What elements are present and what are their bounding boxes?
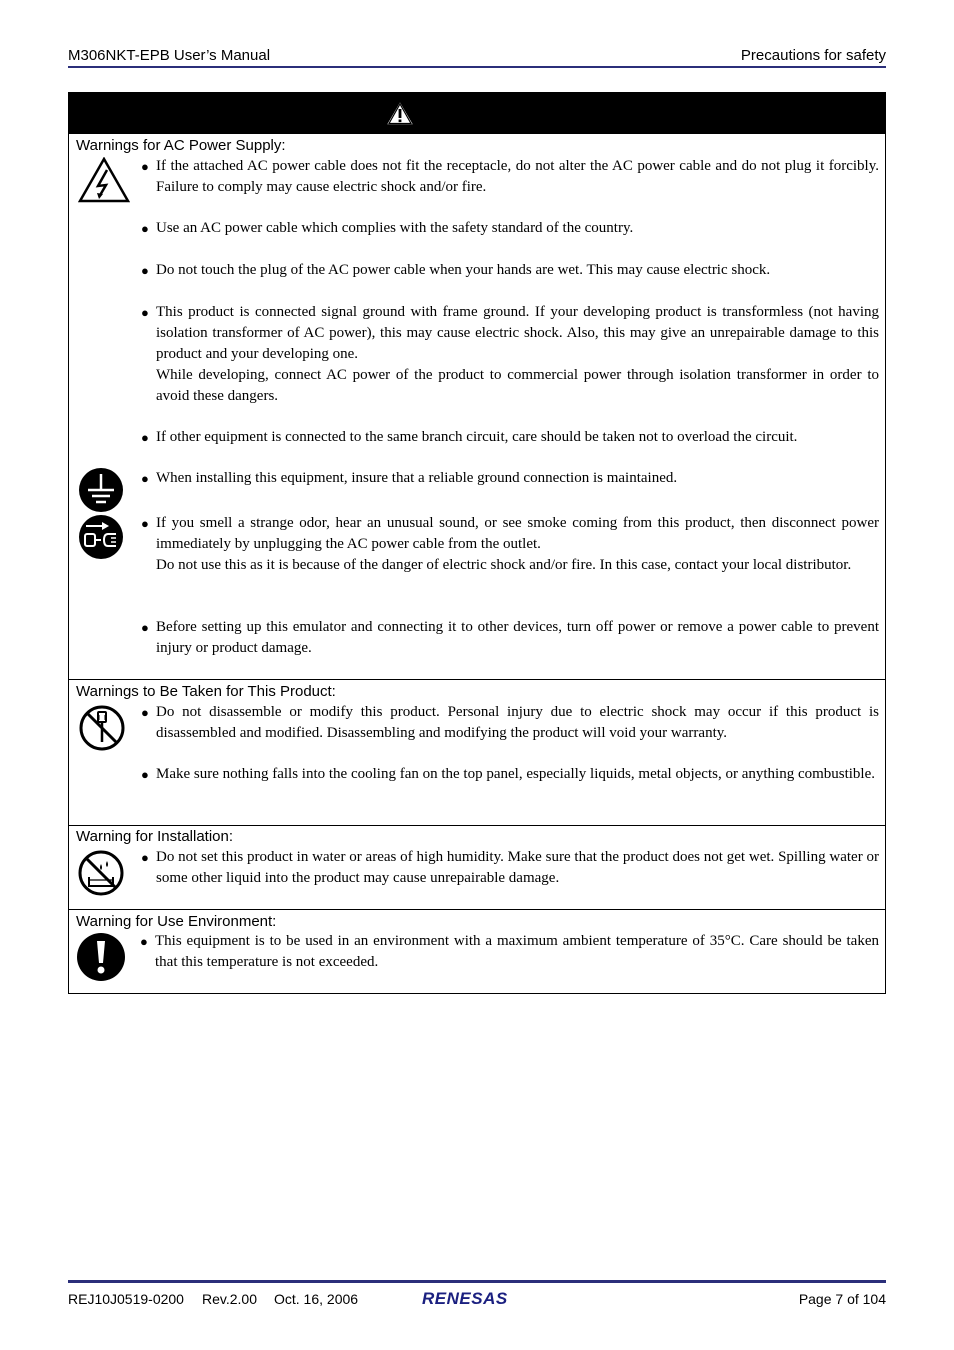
warning-box	[68, 92, 886, 994]
section-title-ac: Warnings for AC Power Supply:	[76, 137, 286, 154]
ground-icon	[78, 467, 124, 513]
footer-page-number: Page 7 of 104	[798, 1291, 886, 1307]
section-installation	[69, 825, 885, 910]
header-rule	[68, 66, 886, 68]
footer-rule	[68, 1280, 886, 1283]
manual-title: M306NKT-EPB User’s Manual	[68, 47, 271, 64]
warning-triangle-icon	[384, 99, 416, 127]
page-header	[68, 47, 886, 66]
unplug-icon	[78, 514, 124, 560]
list-item: ● Before setting up this emulator and connecting it to other devices, turn off power or remove a power cable to prevent injury or product damage.	[141, 619, 879, 656]
electric-shock-icon	[78, 157, 130, 203]
list-item: ● If you smell a strange odor, hear an unusual sound, or see smoke coming from this product, then disconnect power immediately by unplugging the AC power cable from the outlet. Do not use this as it is because of the danger of electric shock and/or fire. In this case, contact your local distributor.	[141, 515, 879, 573]
section-title: Precautions for safety	[740, 47, 886, 64]
list-item: ● Do not disassemble or modify this product. Personal injury due to electric shock may occur if this product is disassembled and modified. Disassembling and modifying the product will void your warranty.	[141, 704, 879, 741]
list-item: ● When installing this equipment, insure that a reliable ground connection is maintained.	[141, 470, 678, 486]
list-item: ● Make sure nothing falls into the cooling fan on the top panel, especially liquids, metal objects, or anything combustible.	[141, 766, 876, 782]
section-environment	[69, 909, 885, 994]
list-item: ● This product is connected signal ground with frame ground. If your developing product is transformless (not having isolation transformer of AC power), this may cause electric shock. Also, this may give an unrepairable damage to this product and your developing one. While developing, connect AC power of the product to commercial power through isolation transformer in order to avoid these dangers.	[141, 304, 879, 404]
section-ac-power	[69, 134, 885, 679]
section-title-install: Warning for Installation:	[76, 828, 234, 845]
warning-banner	[69, 93, 885, 134]
list-item: ● Do not set this product in water or areas of high humidity. Make sure that the product does not get wet. Spilling water or some other liquid into the product may cause unrepairable damage.	[141, 849, 879, 886]
renesas-logo: RENESAS	[422, 1289, 508, 1308]
list-item: ● Do not touch the plug of the AC power cable when your hands are wet. This may cause electric shock.	[141, 262, 771, 278]
exclamation-icon	[76, 932, 126, 982]
list-item: ● Use an AC power cable which complies with the safety standard of the country.	[141, 220, 634, 236]
no-disassembly-icon	[78, 704, 126, 752]
footer-revision: Rev.2.00	[202, 1291, 257, 1307]
section-title-product: Warnings to Be Taken for This Product:	[76, 683, 336, 700]
list-item: ● If the attached AC power cable does not fit the receptacle, do not alter the AC power cable and do not plug it forcibly. Failure to comply may cause electric shock and/or fire.	[141, 158, 879, 195]
section-title-env: Warning for Use Environment:	[76, 913, 277, 930]
no-water-icon	[77, 849, 125, 897]
section-product	[69, 679, 885, 826]
list-item: ● This equipment is to be used in an environment with a maximum ambient temperature of 35°C. Care should be taken that this temperature is not exceeded.	[140, 933, 879, 970]
footer-date: Oct. 16, 2006	[274, 1291, 359, 1307]
list-item: ● If other equipment is connected to the same branch circuit, care should be taken not to overload the circuit.	[141, 429, 798, 445]
footer-doc-number: REJ10J0519-0200	[68, 1291, 184, 1307]
